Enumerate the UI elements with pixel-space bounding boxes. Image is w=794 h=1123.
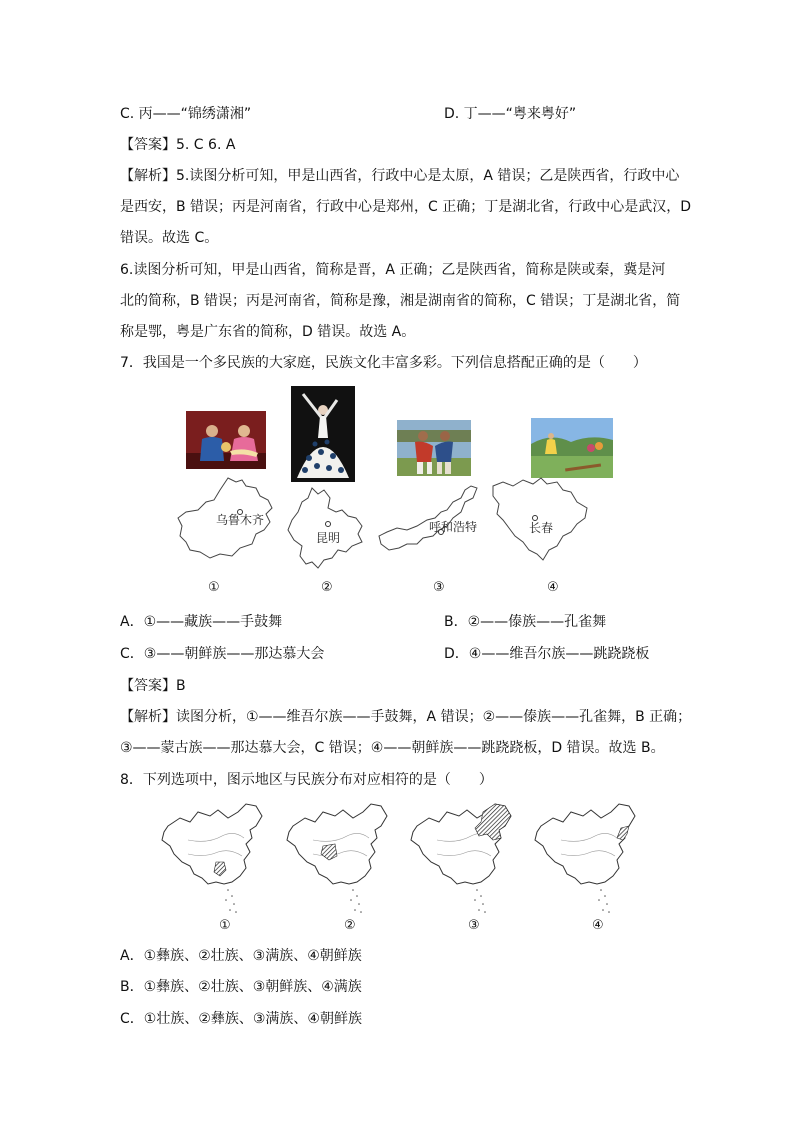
map-xinjiang <box>176 474 276 562</box>
q7-option-a: A．①——藏族——手鼓舞 <box>120 614 283 630</box>
q7-number-2: ② <box>321 580 333 595</box>
q8-number-1: ① <box>219 918 231 933</box>
q7-analysis-line-1: 【解析】读图分析，①——维吾尔族——手鼓舞，A 错误；②——傣族——孔雀舞，B 正确； <box>120 709 692 725</box>
analysis-5-line-2: 是西安，B 错误；丙是河南省，行政中心是郑州，C 正确；丁是湖北省，行政中心是武汉，D <box>120 199 692 215</box>
q7-analysis-line-2: ③——蒙古族——那达慕大会，C 错误；④——朝鲜族——跳跷跷板，D 错误。故选 B。 <box>120 740 665 756</box>
map-yunnan <box>284 486 366 570</box>
question-8-stem: 8．下列选项中，图示地区与民族分布对应相符的是（ ） <box>120 772 493 788</box>
q8-number-4: ④ <box>592 918 604 933</box>
china-map-1 <box>158 800 272 918</box>
photo-tambourine-dance <box>186 411 266 469</box>
china-map-4 <box>531 800 645 918</box>
q7-number-1: ① <box>208 580 220 595</box>
analysis-6-line-3: 称是鄂，粤是广东省的简称，D 错误。故选 A。 <box>120 324 416 340</box>
q8-number-2: ② <box>344 918 356 933</box>
map-inner-mongolia <box>379 486 477 550</box>
china-map-3 <box>407 800 521 918</box>
q7-answer: 【答案】B <box>120 678 186 694</box>
question-7-stem: 7．我国是一个多民族的大家庭，民族文化丰富多彩。下列信息搭配正确的是（ ） <box>120 355 647 371</box>
china-map-2 <box>283 800 397 918</box>
map-label-hohhot: 呼和浩特 <box>429 520 478 534</box>
option-d: D. 丁——“粤来粤好” <box>444 106 577 122</box>
analysis-5-line-1: 【解析】5.读图分析可知，甲是山西省，行政中心是太原，A 错误；乙是陕西省，行政中心 <box>120 168 680 184</box>
photo-peacock-dance <box>291 386 355 482</box>
q8-number-3: ③ <box>468 918 480 933</box>
q8-option-c: C．①壮族、②彝族、③满族、④朝鲜族 <box>120 1011 362 1027</box>
photo-seesaw-jumping <box>531 418 613 478</box>
analysis-6-line-2: 北的简称，B 错误；丙是河南省，简称是豫，湘是湖南省的简称，C 错误；丁是湖北省，简 <box>120 293 681 309</box>
q8-option-a: A．①彝族、②壮族、③满族、④朝鲜族 <box>120 948 362 964</box>
map-jilin <box>489 474 593 570</box>
option-c: C. 丙——“锦绣潇湘” <box>120 106 252 122</box>
q7-option-d: D．④——维吾尔族——跳跷跷板 <box>444 646 650 662</box>
photo-naadam-wrestling <box>397 420 471 476</box>
q7-number-4: ④ <box>547 580 559 595</box>
analysis-5-line-3: 错误。故选 C。 <box>120 230 219 246</box>
q7-option-c: C．③——朝鲜族——那达慕大会 <box>120 646 325 662</box>
q7-option-b: B．②——傣族——孔雀舞 <box>444 614 607 630</box>
answer-5-6: 【答案】5. C 6. A <box>120 137 236 153</box>
map-label-changchun: 长春 <box>529 521 554 535</box>
map-label-urumqi: 乌鲁木齐 <box>216 513 265 527</box>
q7-number-3: ③ <box>433 580 445 595</box>
map-label-kunming: 昆明 <box>316 531 341 545</box>
analysis-6-line-1: 6.读图分析可知，甲是山西省，简称是晋，A 正确；乙是陕西省，简称是陕或秦，冀是河 <box>120 262 666 278</box>
q8-option-b: B．①彝族、②壮族、③朝鲜族、④满族 <box>120 979 362 995</box>
